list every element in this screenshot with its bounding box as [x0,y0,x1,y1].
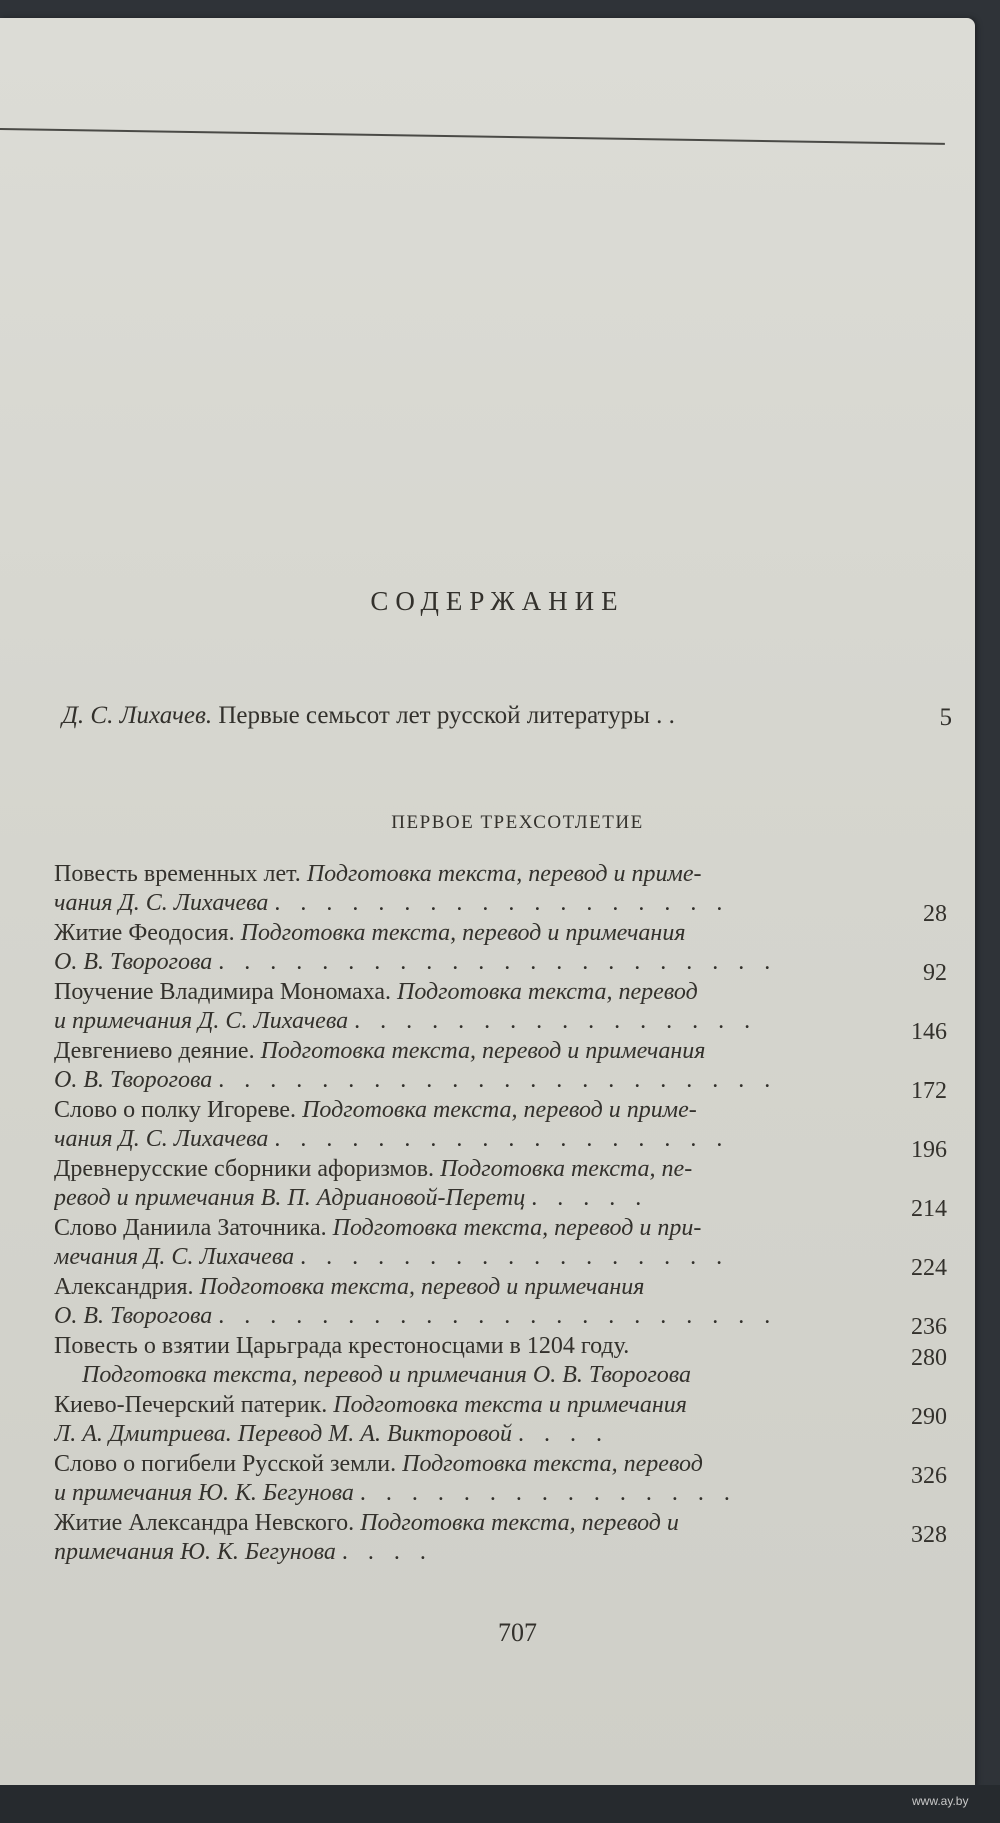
toc-entry [54,978,947,1045]
entry-credits-cont: О. В. Творогова [54,1067,213,1093]
dot-leader: . . . . . . . . . . . . . . . [359,1480,737,1506]
entry-credits: Подготовка текста, перевод и [360,1510,679,1536]
entry-page-number: 196 [911,1137,947,1163]
entry-page-number: 290 [911,1404,947,1430]
toc-entry [54,1273,947,1340]
entry-page-number: 328 [911,1522,947,1548]
toc-entry [54,1214,947,1281]
entry-page-number: 236 [911,1314,947,1340]
intro-title: Первые семьсот лет русской литературы [218,702,650,729]
toc-entry [54,1509,947,1568]
intro-page-number: 5 [939,704,952,731]
entry-title: Слово о погибели Русской земли. [54,1451,397,1477]
dot-leader: . . . . . . . . . . . . . . . . . . . . . . [218,1067,778,1093]
entry-credits: Подготовка текста, перевод и приме- [302,1097,697,1123]
entry-credits: Подготовка текста, перевод [402,1451,703,1477]
table-of-contents [54,860,947,1568]
entry-credits-cont: мечания Д. С. Лихачева [54,1244,295,1270]
entry-page-number: 280 [911,1345,947,1371]
dot-leader: . . . . . . . . . . . . . . . . . . . . . . [218,949,778,975]
entry-title: Житие Александра Невского. [54,1510,355,1536]
toc-entry [54,1391,947,1450]
entry-credits: Подготовка текста, перевод и приме- [306,861,702,887]
dot-leader: . . . . . . . . . . . . . . . . . . [274,1126,730,1152]
dot-leader: . . . . [341,1539,433,1565]
toc-entry [54,1155,947,1222]
entry-credits-cont: Л. А. Дмитриева. Перевод М. А. Викторовой [54,1421,512,1447]
entry-page-number: 326 [911,1463,947,1489]
entry-credits: Подготовка текста, перевод и примечания [260,1038,706,1064]
entry-credits: Подготовка текста и примечания [333,1392,687,1418]
intro-entry [62,702,952,730]
entry-page-number: 224 [911,1255,947,1281]
entry-credits: Подготовка текста, перевод и примечания [240,920,686,946]
entry-credits-cont: ревод и примечания В. П. Адриановой-Перетц [54,1185,526,1211]
entry-title: Слово о полку Игореве. [54,1097,297,1123]
page-title: СОДЕРЖАНИЕ [370,586,625,616]
toc-entry [54,1332,947,1391]
entry-title: Повесть временных лет. [54,861,301,887]
entry-credits-cont: примечания Ю. К. Бегунова [54,1539,336,1565]
dot-leader: . . . . . [531,1185,649,1211]
toc-entry [54,1096,947,1163]
toc-entry [54,919,947,986]
entry-title: Повесть о взятии Царьграда крестоносцами в 1204 году. [54,1333,630,1359]
entry-page-number: 146 [911,1019,947,1045]
toc-entry [54,1037,947,1104]
intro-leader: . . [656,702,675,729]
toc-entry [54,860,947,927]
intro-author: Д. С. Лихачев. [62,702,213,729]
toc-entry [54,1450,947,1509]
header-rule [0,128,945,145]
entry-title: Поучение Владимира Мономаха. [54,979,391,1005]
entry-credits-cont: и примечания Д. С. Лихачева [54,1008,349,1034]
entry-title: Киево-Печерский патерик. [54,1392,328,1418]
entry-credits-cont: Подготовка текста, перевод и примечания О. В. Творогова [82,1362,692,1388]
entry-credits-cont: чания Д. С. Лихачева [54,890,269,916]
section-title: ПЕРВОЕ ТРЕХСОТЛЕТИЕ [391,812,644,833]
entry-title: Девгениево деяние. [54,1038,255,1064]
book-page [0,18,975,1788]
dot-leader: . . . . [517,1421,609,1447]
dot-leader: . . . . . . . . . . . . . . . . [354,1008,758,1034]
entry-title: Слово Даниила Заточника. [54,1215,327,1241]
entry-credits: Подготовка текста, перевод и примечания [199,1274,645,1300]
entry-title: Древнерусские сборники афоризмов. [54,1156,435,1182]
page-folio: 707 [498,1618,537,1647]
entry-credits: Подготовка текста, перевод [397,979,698,1005]
entry-page-number: 214 [911,1196,947,1222]
entry-page-number: 28 [923,901,947,927]
site-watermark: www.ay.by [912,1794,969,1808]
entry-title: Житие Феодосия. [54,920,235,946]
entry-credits-cont: О. В. Творогова [54,949,213,975]
entry-credits-cont: и примечания Ю. К. Бегунова [54,1480,354,1506]
entry-page-number: 172 [911,1078,947,1104]
entry-title: Александрия. [54,1274,194,1300]
background-surface [0,1785,1000,1823]
entry-credits: Подготовка текста, пе- [440,1156,693,1182]
dot-leader: . . . . . . . . . . . . . . . . . [300,1244,730,1270]
entry-credits-cont: О. В. Творогова [54,1303,213,1329]
entry-credits: Подготовка текста, перевод и при- [332,1215,702,1241]
dot-leader: . . . . . . . . . . . . . . . . . . [274,890,730,916]
entry-page-number: 92 [923,960,947,986]
dot-leader: . . . . . . . . . . . . . . . . . . . . . . [218,1303,778,1329]
entry-credits-cont: чания Д. С. Лихачева [54,1126,269,1152]
